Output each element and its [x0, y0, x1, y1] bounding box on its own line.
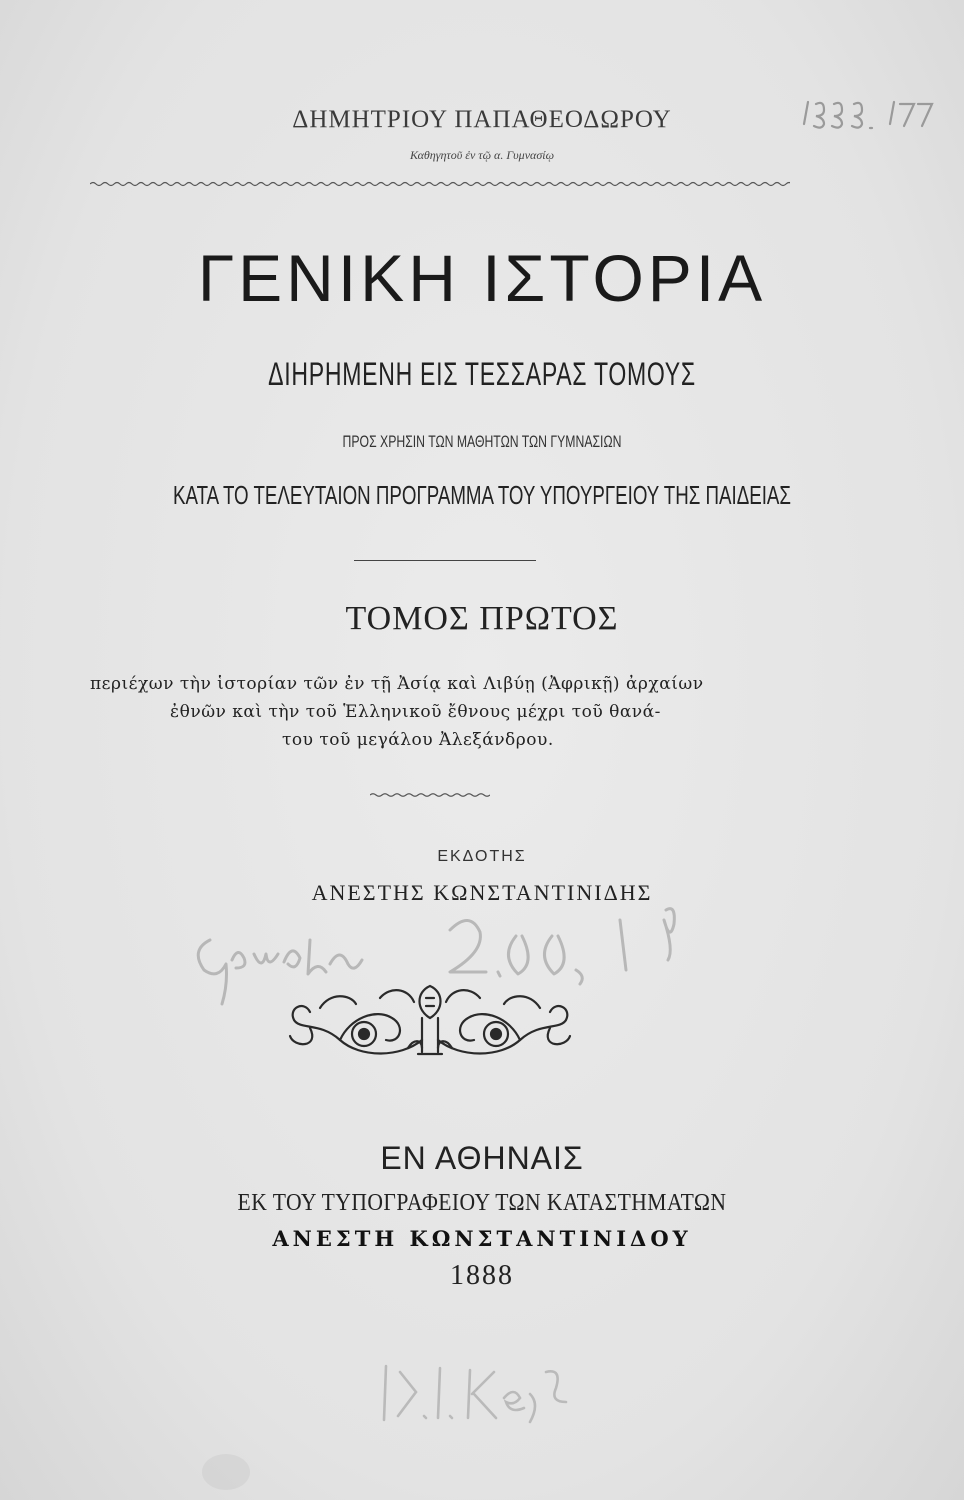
publisher-label: ΕΚΔΟΤΗΣ [437, 848, 527, 865]
author-name: ΔΗΜΗΤΡΙΟΥ ΠΑΠΑΘΕΟΔΩΡΟΥ [292, 106, 672, 133]
author-role: Καθηγητοῦ ἐν τῷ α. Γυμνασίῳ [409, 148, 555, 162]
imprint-printer: ΕΚ ΤΟΥ ΤΥΠΟΓΡΑΦΕΙΟΥ ΤΩΝ ΚΑΤΑΣΤΗΜΑΤΩΝ [237, 1190, 727, 1216]
volume-label: ΤΟΜΟΣ ΠΡΩΤΟΣ [345, 600, 619, 637]
handwritten-signature [380, 1358, 580, 1428]
contents-line: περιέχων τὴν ἱστορίαν τῶν ἐν τῇ Ἀσίᾳ καὶ Λιβύῃ (Ἀφρικῇ) ἀρχαίων [90, 674, 704, 694]
contents-line: του τοῦ μεγάλου Ἀλεξάνδρου. [282, 730, 554, 750]
decorative-wavy-rule-top [90, 178, 790, 190]
imprint-printer-name: ΑΝΕΣΤΗ ΚΩΝΣΤΑΝΤΙΝΙΔΟΥ [272, 1226, 692, 1251]
ornamental-vignette [280, 978, 580, 1068]
decorative-wavy-rule-middle [370, 790, 490, 800]
imprint-place: ΕΝ ΑΘΗΝΑΙΣ [380, 1140, 584, 1176]
contents-line: ἐθνῶν καὶ τὴν τοῦ Ἑλληνικοῦ ἔθνους μέχρι τοῦ θανά- [170, 702, 661, 722]
main-title: ΓΕΝΙΚΗ ΙΣΤΟΡΙΑ [197, 241, 767, 315]
divider-rule [354, 560, 536, 561]
publisher-name: ΑΝΕΣΤΗΣ ΚΩΝΣΤΑΝΤΙΝΙΔΗΣ [311, 880, 653, 905]
subtitle-curriculum: ΚΑΤΑ ΤΟ ΤΕΛΕΥΤΑΙΟΝ ΠΡΟΓΡΑΜΜΑ ΤΟΥ ΥΠΟΥΡΓΕΙΟΥ ΤΗΣ ΠΑΙΔΕΙΑΣ [172, 480, 791, 510]
subtitle-audience: ΠΡΟΣ ΧΡΗΣΙΝ ΤΩΝ ΜΑΘΗΤΩΝ ΤΩΝ ΓΥΜΝΑΣΙΩΝ [342, 432, 622, 451]
imprint-year: 1888 [450, 1260, 514, 1291]
subtitle-volumes: ΔΙΗΡΗΜΕΝΗ ΕΙΣ ΤΕΣΣΑΡΑΣ ΤΟΜΟΥΣ [268, 356, 696, 392]
paper-wear-spot [196, 1446, 256, 1496]
